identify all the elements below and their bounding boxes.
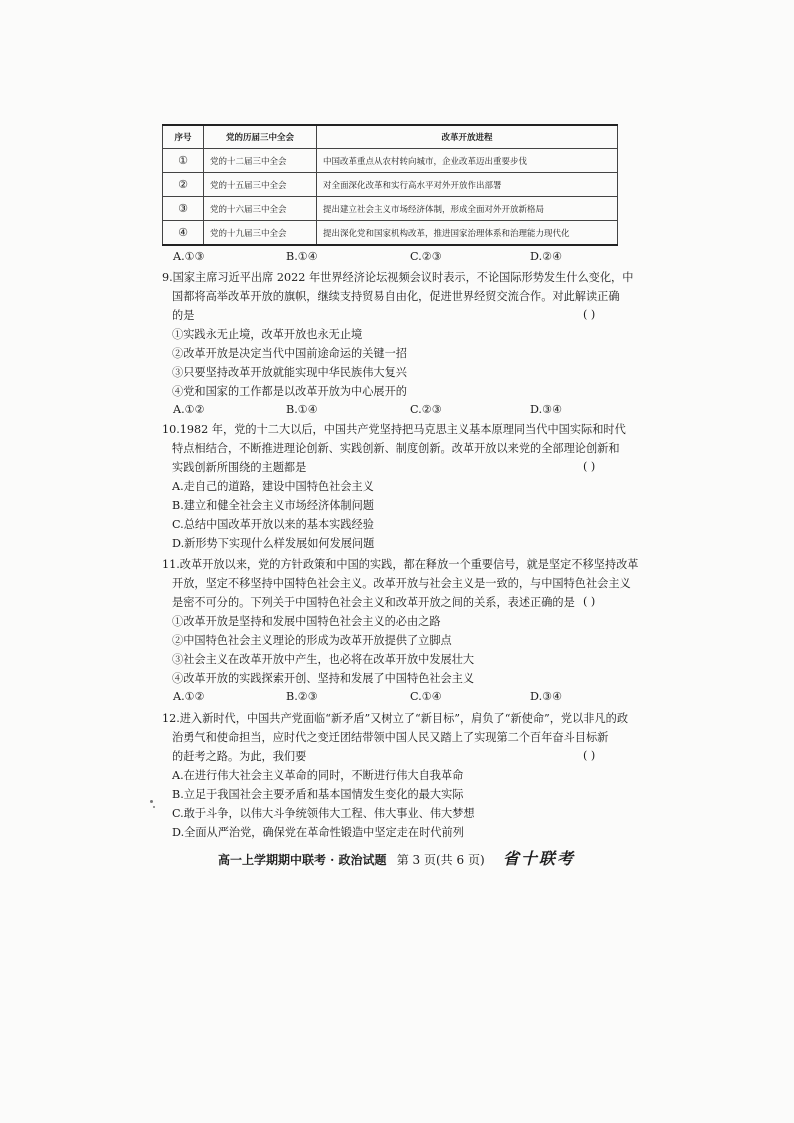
q12-answer-paren[interactable]: ( ) bbox=[583, 749, 596, 762]
q11-statement-4: ④改革开放的实践探索开创、坚持和发展了中国特色社会主义 bbox=[172, 672, 475, 685]
footer-page-number: 第 3 页(共 6 页) bbox=[396, 853, 485, 867]
q10-stem-line-3: 实践创新所围绕的主题都是 bbox=[172, 461, 307, 474]
q8-option-c[interactable]: C.②③ bbox=[410, 250, 442, 263]
row-session: 党的十二届三中全会 bbox=[204, 149, 317, 173]
q8-option-a[interactable]: A.①③ bbox=[173, 250, 205, 263]
q12-option-d[interactable]: D.全面从严治党，确保党在革命性锻造中坚定走在时代前列 bbox=[172, 826, 464, 839]
q11-stem-line-3: 是密不可分的。下列关于中国特色社会主义和改革开放之间的关系，表述正确的是 bbox=[172, 596, 575, 609]
q12-stem-line-3: 的赶考之路。为此，我们要 bbox=[172, 750, 307, 763]
footer-title: 高一上学期期中联考 · 政治试题 bbox=[218, 853, 387, 867]
q9-stem-line-1: 9.国家主席习近平出席 2022 年世界经济论坛视频会议时表示，不论国际形势发生什么变化，中 bbox=[162, 271, 634, 284]
header-number: 序号 bbox=[163, 125, 204, 149]
row-progress: 中国改革重点从农村转向城市，企业改革迈出重要步伐 bbox=[317, 149, 618, 173]
row-number: ③ bbox=[163, 197, 204, 221]
table-row bbox=[163, 197, 618, 221]
table-row bbox=[163, 149, 618, 173]
page-footer bbox=[218, 846, 575, 869]
q12-stem-line-1: 12.进入新时代，中国共产党面临“新矛盾”又树立了“新目标”，肩负了“新使命”，党以非凡的政 bbox=[162, 712, 629, 725]
q9-option-c[interactable]: C.②③ bbox=[410, 403, 442, 416]
q11-statement-1: ①改革开放是坚持和发展中国特色社会主义的必由之路 bbox=[172, 615, 441, 628]
q12-option-c[interactable]: C.敢于斗争，以伟大斗争统领伟大工程、伟大事业、伟大梦想 bbox=[172, 807, 475, 820]
row-session: 党的十六届三中全会 bbox=[204, 197, 317, 221]
scan-speck bbox=[153, 806, 155, 808]
row-progress: 提出建立社会主义市场经济体制，形成全面对外开放新格局 bbox=[317, 197, 618, 221]
q11-option-d[interactable]: D.③④ bbox=[530, 690, 563, 703]
q11-option-b[interactable]: B.②③ bbox=[286, 690, 318, 703]
table-header-row bbox=[163, 125, 618, 149]
q10-stem-line-2: 特点相结合，不断推进理论创新、实践创新、制度创新。改革开放以来党的全部理论创新和 bbox=[172, 442, 620, 455]
q9-option-b[interactable]: B.①④ bbox=[286, 403, 318, 416]
q10-answer-paren[interactable]: ( ) bbox=[583, 460, 596, 473]
q9-statement-2: ②改革开放是决定当代中国前途命运的关键一招 bbox=[172, 347, 407, 360]
q11-statement-2: ②中国特色社会主义理论的形成为改革开放提供了立脚点 bbox=[172, 634, 452, 647]
row-number: ② bbox=[163, 173, 204, 197]
table-row bbox=[163, 221, 618, 246]
q10-option-d[interactable]: D.新形势下实现什么样发展如何发展问题 bbox=[172, 537, 375, 550]
row-session: 党的十五届三中全会 bbox=[204, 173, 317, 197]
q9-stem-line-3: 的是 bbox=[172, 309, 195, 322]
q11-answer-paren[interactable]: ( ) bbox=[583, 595, 596, 608]
row-number: ④ bbox=[163, 221, 204, 246]
row-progress: 对全面深化改革和实行高水平对外开放作出部署 bbox=[317, 173, 618, 197]
reform-table bbox=[162, 124, 618, 246]
q10-option-a[interactable]: A.走自己的道路，建设中国特色社会主义 bbox=[172, 480, 374, 493]
q11-stem-line-1: 11.改革开放以来，党的方针政策和中国的实践，都在释放一个重要信号，就是坚定不移坚持改革 bbox=[162, 558, 639, 571]
q9-stem-line-2: 国都将高举改革开放的旗帜，继续支持贸易自由化，促进世界经贸交流合作。对此解读正确 bbox=[172, 290, 620, 303]
q9-statement-4: ④党和国家的工作都是以改革开放为中心展开的 bbox=[172, 385, 407, 398]
row-number: ① bbox=[163, 149, 204, 173]
scan-speck bbox=[150, 800, 153, 803]
q11-option-c[interactable]: C.①④ bbox=[410, 690, 442, 703]
header-session: 党的历届三中全会 bbox=[204, 125, 317, 149]
reform-table-wrap bbox=[162, 124, 618, 246]
q9-statement-1: ①实践永无止境，改革开放也永无止境 bbox=[172, 328, 363, 341]
q11-option-a[interactable]: A.①② bbox=[173, 690, 205, 703]
q10-option-c[interactable]: C.总结中国改革开放以来的基本实践经验 bbox=[172, 518, 374, 531]
q8-option-d[interactable]: D.②④ bbox=[530, 250, 563, 263]
q11-statement-3: ③社会主义在改革开放中产生，也必将在改革开放中发展壮大 bbox=[172, 653, 475, 666]
q9-answer-paren[interactable]: ( ) bbox=[583, 308, 596, 321]
header-progress: 改革开放进程 bbox=[317, 125, 618, 149]
q12-stem-line-2: 治勇气和使命担当，应时代之变迁团结带领中国人民又踏上了实现第二个百年奋斗目标新 bbox=[172, 731, 609, 744]
table-row bbox=[163, 173, 618, 197]
q10-option-b[interactable]: B.建立和健全社会主义市场经济体制问题 bbox=[172, 499, 374, 512]
q12-option-b[interactable]: B.立足于我国社会主要矛盾和基本国情发生变化的最大实际 bbox=[172, 788, 464, 801]
footer-brand-logo: 省十联考 bbox=[502, 849, 575, 868]
q9-option-d[interactable]: D.③④ bbox=[530, 403, 563, 416]
q11-stem-line-2: 开放，坚定不移坚持中国特色社会主义。改革开放与社会主义是一致的，与中国特色社会主义 bbox=[172, 577, 631, 590]
q9-statement-3: ③只要坚持改革开放就能实现中华民族伟大复兴 bbox=[172, 366, 407, 379]
row-session: 党的十九届三中全会 bbox=[204, 221, 317, 246]
q12-option-a[interactable]: A.在进行伟大社会主义革命的同时，不断进行伟大自我革命 bbox=[172, 769, 464, 782]
q9-option-a[interactable]: A.①② bbox=[173, 403, 205, 416]
row-progress: 提出深化党和国家机构改革，推进国家治理体系和治理能力现代化 bbox=[317, 221, 618, 246]
q10-stem-line-1: 10.1982 年，党的十二大以后，中国共产党坚持把马克思主义基本原理同当代中国实际和时代 bbox=[162, 423, 626, 436]
q8-option-b[interactable]: B.①④ bbox=[286, 250, 318, 263]
